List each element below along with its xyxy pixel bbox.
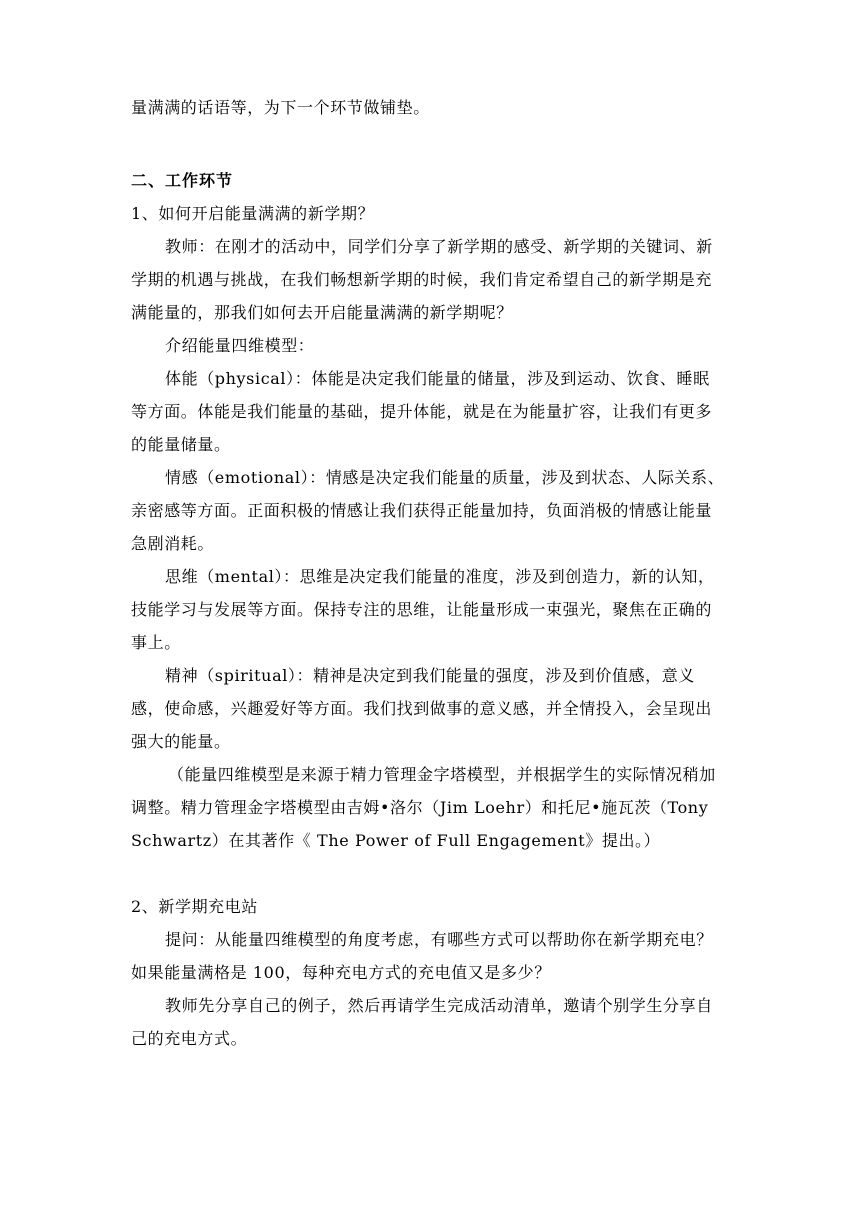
section-heading: 二、工作环节 — [131, 171, 234, 190]
spiritual-line-1: 精神（spiritual）：精神是决定到我们能量的强度，涉及到价值感，意义 — [165, 666, 695, 685]
note-line-2: 调整。精力管理金字塔模型由吉姆•洛尔（Jim Loehr）和托尼•施瓦茨（Tony — [131, 798, 709, 817]
item2-title: 2、新学期充电站 — [131, 897, 258, 916]
emotional-line-2: 亲密感等方面。正面积极的情感让我们获得正能量加持，负面消极的情感让能量 — [131, 501, 713, 520]
item1-intro: 介绍能量四维模型： — [165, 336, 315, 355]
item2-teacher-line-1: 教师先分享自己的例子，然后再请学生完成活动清单，邀请个别学生分享自 — [165, 996, 713, 1015]
mental-line-1: 思维（mental）：思维是决定我们能量的准度，涉及到创造力，新的认知， — [165, 567, 715, 586]
item2-question-line-2: 如果能量满格是 100，每种充电方式的充电值又是多少？ — [131, 963, 551, 982]
spiritual-line-2: 感，使命感，兴趣爱好等方面。我们找到做事的意义感，并全情投入，会呈现出 — [131, 699, 713, 718]
continuation-text: 量满满的话语等，为下一个环节做铺垫。 — [131, 98, 430, 117]
item1-teacher-line-2: 学期的机遇与挑战，在我们畅想新学期的时候，我们肯定希望自己的新学期是充 — [131, 270, 713, 289]
physical-line-1: 体能（physical）：体能是决定我们能量的储量，涉及到运动、饮食、睡眠 — [165, 369, 710, 388]
note-line-3: Schwartz）在其著作《 The Power of Full Engagement》提出。） — [131, 831, 661, 850]
mental-line-3: 事上。 — [131, 633, 181, 652]
mental-line-2: 技能学习与发展等方面。保持专注的思维，让能量形成一束强光，聚焦在正确的 — [131, 600, 713, 619]
physical-line-2: 等方面。体能是我们能量的基础，提升体能，就是在为能量扩容，让我们有更多 — [131, 402, 713, 421]
spacer — [131, 124, 732, 164]
item1-teacher-line-3: 满能量的，那我们如何去开启能量满满的新学期呢？ — [131, 303, 513, 322]
item1-title: 1、如何开启能量满满的新学期？ — [131, 204, 375, 223]
spiritual-line-3: 强大的能量。 — [131, 732, 231, 751]
item2-question-line-1: 提问：从能量四维模型的角度考虑，有哪些方式可以帮助你在新学期充电？ — [165, 930, 713, 949]
emotional-line-1: 情感（emotional）：情感是决定我们能量的质量，涉及到状态、人际关系、 — [165, 468, 725, 487]
item1-teacher-line-1: 教师：在刚才的活动中，同学们分享了新学期的感受、新学期的关键词、新 — [165, 237, 713, 256]
physical-line-3: 的能量储量。 — [131, 435, 231, 454]
item2-teacher-line-2: 己的充电方式。 — [131, 1029, 248, 1048]
note-line-1: （能量四维模型是来源于精力管理金字塔模型，并根据学生的实际情况稍加 — [168, 765, 716, 784]
emotional-line-3: 急剧消耗。 — [131, 534, 215, 553]
spacer — [131, 857, 732, 890]
